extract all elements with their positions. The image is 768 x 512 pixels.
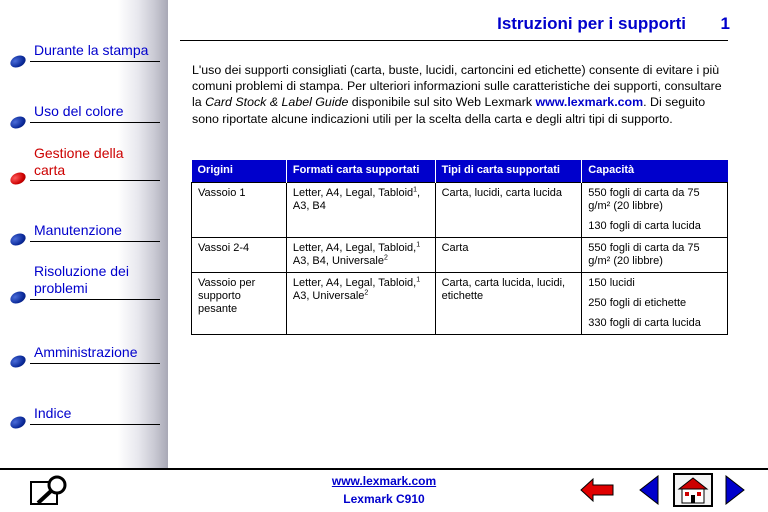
sidebar-item-manutenzione[interactable] bbox=[10, 222, 160, 250]
capacity-cell bbox=[582, 237, 728, 272]
capacity-line: 130 fogli di carta lucida bbox=[588, 219, 701, 232]
sidebar-item-label: Indice bbox=[34, 405, 72, 421]
intro-text-2: disponibile sul sito Web Lexmark bbox=[348, 95, 536, 110]
footer-model-name: Lexmark C910 bbox=[343, 492, 425, 506]
footnote-ref: 2 bbox=[364, 288, 369, 296]
footer-website-link[interactable]: www.lexmark.com bbox=[331, 474, 437, 488]
types-cell: Carta, lucidi, carta lucida bbox=[435, 182, 582, 237]
column-header: Formati carta supportati bbox=[286, 160, 435, 182]
media-table bbox=[191, 160, 728, 335]
footnote-ref: 2 bbox=[383, 253, 388, 261]
table-row bbox=[192, 237, 728, 272]
page-number: 1 bbox=[720, 14, 730, 33]
bullet-icon bbox=[8, 414, 27, 431]
home-icon[interactable] bbox=[673, 473, 713, 507]
types-cell: Carta bbox=[435, 237, 582, 272]
capacity-line: 550 fogli di carta da 75 g/m² (20 libbre) bbox=[588, 186, 700, 212]
sidebar-item-label: Risoluzione dei problemi bbox=[34, 263, 129, 296]
table-row bbox=[192, 272, 728, 334]
sidebar-item-indice[interactable] bbox=[10, 405, 160, 433]
capacity-line: 250 fogli di etichette bbox=[588, 296, 687, 309]
footnote-ref: 1 bbox=[416, 240, 421, 248]
sidebar-item-label: Gestione della carta bbox=[34, 145, 124, 178]
intro-text-1: L'uso dei supporti consigliati (carta, buste, lucidi, cartoncini ed etichette) consente di evitare i più comuni problemi di stampa. Per ulteriori informazioni sulle caratteristiche dei supporti, consultare la bbox=[192, 63, 722, 110]
sidebar-divider bbox=[30, 424, 160, 425]
sidebar-divider bbox=[30, 122, 160, 123]
table-row bbox=[192, 182, 728, 237]
sidebar-divider bbox=[30, 180, 160, 181]
sidebar-item-gestione-della-carta[interactable] bbox=[10, 145, 160, 187]
sizes-cell bbox=[286, 182, 435, 237]
types-cell: Carta, carta lucida, lucidi, etichette bbox=[435, 272, 582, 334]
bullet-icon bbox=[8, 231, 27, 248]
sidebar-item-label: Amministrazione bbox=[34, 344, 138, 360]
sidebar-item-label: Uso del colore bbox=[34, 103, 124, 119]
origin-cell: Vassoi 2-4 bbox=[192, 237, 287, 272]
intro-text-3: . Di seguito sono riportate alcune indicazioni utili per la scelta della carta e degli altri tipi di supporto. bbox=[192, 95, 706, 126]
bullet-icon bbox=[8, 353, 27, 370]
page-title: Istruzioni per i supporti bbox=[497, 14, 686, 33]
origin-cell: Vassoio 1 bbox=[192, 182, 287, 237]
capacity-cell bbox=[582, 182, 728, 237]
sizes-text: A3, Universale bbox=[292, 289, 365, 302]
sidebar-item-uso-del-colore[interactable] bbox=[10, 101, 160, 129]
bullet-icon bbox=[8, 289, 27, 306]
capacity-cell bbox=[582, 272, 728, 334]
guide-title: Card Stock & Label Guide bbox=[205, 95, 349, 110]
lexmark-link[interactable]: www.lexmark.com bbox=[535, 95, 644, 110]
back-arrow-icon[interactable] bbox=[580, 477, 614, 503]
origin-cell: Vassoio per supporto pesante bbox=[192, 272, 287, 334]
intro-paragraph bbox=[192, 62, 732, 127]
magnifier-icon[interactable] bbox=[30, 473, 72, 507]
sizes-text: , A3, B4 bbox=[292, 186, 421, 212]
bullet-icon bbox=[8, 170, 27, 187]
sizes-text: Letter, A4, Legal, Tabloid, bbox=[292, 276, 417, 289]
sidebar-divider bbox=[30, 241, 160, 242]
sizes-cell bbox=[286, 272, 435, 334]
sidebar-divider bbox=[30, 299, 160, 300]
sizes-cell bbox=[286, 237, 435, 272]
sidebar-item-risoluzione-dei-problemi[interactable] bbox=[10, 263, 160, 305]
bullet-icon bbox=[8, 114, 27, 131]
capacity-line: 330 fogli di carta lucida bbox=[588, 316, 701, 329]
table-header-row bbox=[192, 160, 728, 182]
sidebar-divider bbox=[30, 61, 160, 62]
sizes-text: A3, B4, Universale bbox=[292, 254, 384, 267]
sidebar-divider bbox=[30, 363, 160, 364]
bullet-icon bbox=[8, 53, 27, 70]
sidebar-item-durante-la-stampa[interactable] bbox=[10, 40, 160, 68]
next-page-icon[interactable] bbox=[724, 475, 746, 505]
sidebar-item-amministrazione[interactable] bbox=[10, 344, 160, 372]
previous-page-icon[interactable] bbox=[638, 475, 660, 505]
sidebar-nav bbox=[0, 0, 168, 468]
sidebar-item-label: Manutenzione bbox=[34, 222, 122, 238]
column-header: Capacità bbox=[582, 160, 728, 182]
capacity-line: 150 lucidi bbox=[588, 276, 635, 289]
sizes-text: Letter, A4, Legal, Tabloid, bbox=[292, 241, 417, 254]
column-header: Origini bbox=[192, 160, 287, 182]
header-divider bbox=[180, 40, 728, 41]
capacity-line: 550 fogli di carta da 75 g/m² (20 libbre) bbox=[588, 241, 700, 267]
sidebar-item-label: Durante la stampa bbox=[34, 42, 149, 58]
sizes-text: Letter, A4, Legal, Tabloid bbox=[292, 186, 414, 199]
footnote-ref: 1 bbox=[413, 185, 418, 193]
footnote-ref: 1 bbox=[416, 275, 421, 283]
column-header: Tipi di carta supportati bbox=[435, 160, 582, 182]
footer-divider bbox=[0, 468, 768, 470]
